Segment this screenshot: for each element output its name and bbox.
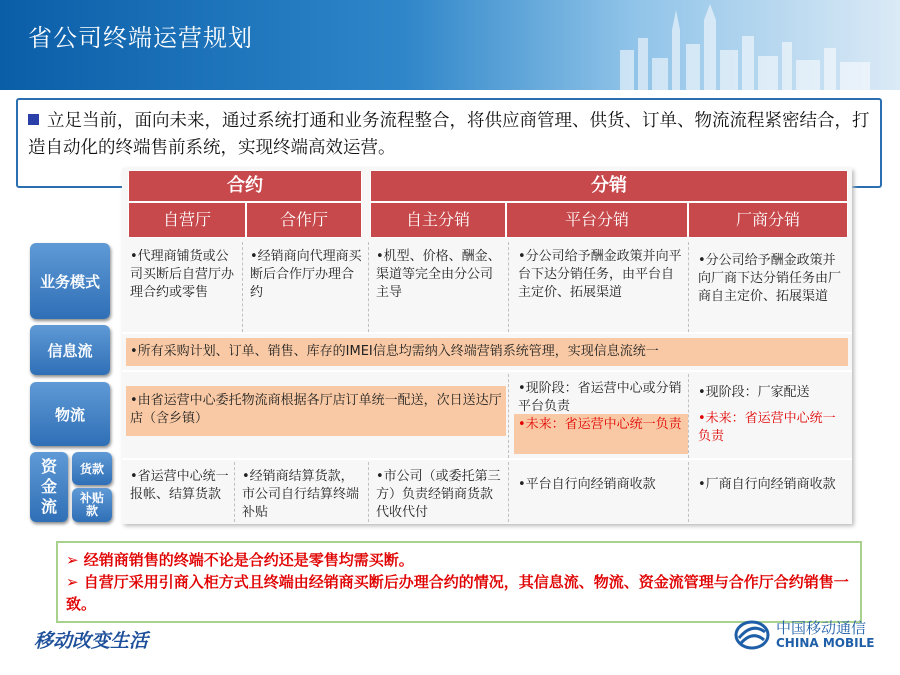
arrow-bullet-icon: ➢: [66, 551, 84, 569]
business-platform-distribution: •分公司给予酬金政策并向平台下达分销任务，由平台自主定价、拓展渠道: [518, 249, 682, 300]
china-mobile-logo-icon: [733, 618, 771, 652]
column-divider: [508, 374, 509, 458]
group-contract: 合约: [128, 170, 362, 202]
row-divider: [122, 458, 852, 460]
notes-box: [56, 541, 862, 623]
business-partner-hall: •经销商向代理商买断后合作厅办理合约: [250, 249, 362, 300]
fund-vendor-distribution: •厂商自行向经销商收款: [698, 477, 836, 492]
column-divider: [368, 242, 369, 332]
column-divider: [688, 462, 689, 522]
column-divider: [508, 242, 509, 332]
fund-self-distribution: •市公司（或委托第三方）负责经销商货款代收代付: [376, 469, 501, 520]
column-divider: [508, 462, 509, 522]
header-banner: [0, 0, 900, 90]
logistics-platform-now: •现阶段：省运营中心或分销平台负责: [518, 381, 682, 414]
city-skyline-icon: [600, 0, 900, 90]
info-flow-text: •所有采购计划、订单、销售、库存的IMEI信息均需纳入终端营销系统管理，实现信息流统一: [126, 338, 848, 366]
column-divider: [688, 374, 689, 458]
page-title: 省公司终端运营规划: [28, 24, 253, 52]
logistics-vendor-future: •未来：省运营中心统一负责: [698, 411, 836, 444]
subheader-vendor-distribution: 厂商分销: [688, 202, 848, 238]
row-divider: [122, 332, 852, 334]
plan-table: [122, 168, 852, 524]
bullet-square-icon: [28, 114, 39, 125]
arrow-bullet-icon: ➢: [66, 573, 84, 591]
business-vendor-distribution: •分公司给予酬金政策并向厂商下达分销任务由厂商自主定价、拓展渠道: [698, 253, 842, 304]
row-label-fund: 资金流: [30, 452, 68, 522]
row-label-fund-goods: 货款: [72, 452, 112, 485]
logistics-vendor-now: •现阶段：厂家配送: [698, 385, 810, 400]
note-item: ➢ 自营厅采用引商入柜方式且终端由经销商买断后办理合约的情况，其信息流、物流、资金流管理与合作厅合约销售一致。: [66, 573, 849, 613]
subheader-partner-hall: 合作厅: [246, 202, 362, 238]
logistics-main: •由省运营中心委托物流商根据各厅店订单统一配送，次日送达厅店（含乡镇）: [126, 386, 506, 436]
row-label-fund-subsidy: 补贴款: [72, 488, 112, 522]
column-divider: [688, 242, 689, 332]
subheader-platform-distribution: 平台分销: [506, 202, 688, 238]
brand-name-cn: 中国移动通信: [776, 619, 867, 637]
subheader-self-distribution: 自主分销: [370, 202, 506, 238]
logistics-platform-future: •未来：省运营中心统一负责: [514, 414, 688, 454]
column-divider: [234, 462, 235, 522]
business-self-hall: •代理商铺货或公司买断后自营厅办理合约或零售: [130, 249, 235, 300]
fund-self-hall: •省运营中心统一报帐、结算货款: [130, 469, 229, 502]
row-label-logistics: 物流: [30, 382, 110, 446]
fund-platform-distribution: •平台自行向经销商收款: [518, 477, 656, 492]
row-divider: [122, 370, 852, 372]
note-item: ➢ 经销商销售的终端不论是合约还是零售均需买断。: [66, 551, 414, 569]
column-divider: [368, 462, 369, 522]
row-label-info: 信息流: [30, 325, 110, 375]
group-distribution: 分销: [370, 170, 848, 202]
footer-slogan: 移动改变生活: [34, 630, 149, 652]
row-label-business: 业务模式: [30, 243, 110, 319]
business-self-distribution: •机型、价格、酬金、渠道等完全由分公司主导: [376, 249, 501, 300]
subheader-self-hall: 自营厅: [128, 202, 246, 238]
intro-text: 立足当前，面向未来，通过系统打通和业务流程整合，将供应商管理、供货、订单、物流流程紧密结合，打造自动化的终端售前系统，实现终端高效运营。: [28, 111, 870, 158]
brand-name-en: CHINA MOBILE: [776, 636, 875, 650]
column-divider: [242, 242, 243, 332]
brand-block: [776, 620, 874, 650]
fund-partner-hall: •经销商结算货款，市公司自行结算终端补贴: [242, 469, 360, 520]
